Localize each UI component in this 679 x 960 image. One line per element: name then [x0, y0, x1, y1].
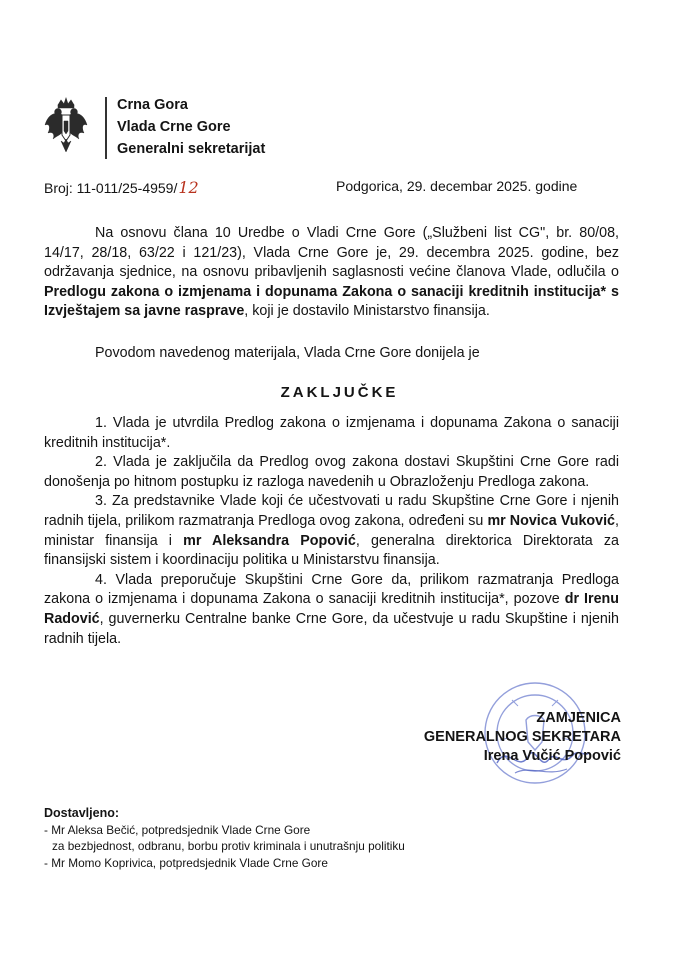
montenegro-coat-of-arms-icon: [44, 97, 88, 153]
signature-name: Irena Vučić Popović: [483, 748, 621, 764]
distribution-title: Dostavljeno:: [44, 806, 120, 820]
distribution-item-2: - Mr Momo Koprivica, potpredsjednik Vlade Crne Gore: [44, 855, 328, 870]
institution-header: [117, 94, 265, 160]
conclusion-item-3: 3. Za predstavnike Vlade koji će učestvovati u radu Skupštine Crne Gore i njenih radnih tijela, prilikom razmatranja Predloga ovog zakona, određeni su mr Novica Vuković, ministar finansija i mr Aleksandra Popović, generalna direktorica Direktorata za finansijski sistem i koordinaciju politika u Ministarstvu finansija.: [44, 493, 619, 569]
header-country: Crna Gora: [117, 97, 188, 113]
signature-title-2: GENERALNOG SEKRETARA: [423, 729, 621, 745]
reference-number: [44, 178, 199, 197]
intro-text-2: , koji je dostavilo Ministarstvo finansija.: [244, 303, 490, 320]
conclusions-list: [44, 414, 619, 649]
conclusions-heading: ZAKLJUČKE: [280, 384, 399, 401]
header-government: Vlada Crne Gore: [117, 119, 231, 135]
intro-bold-title: Predlogu zakona o izmjenama i dopunama Zakona o sanaciji kreditnih institucija* s Izvještajem sa javne rasprave: [44, 283, 619, 320]
signature-block: [424, 709, 621, 766]
povodom-line: Povodom navedenog materijala, Vlada Crne Gore donijela je: [95, 345, 480, 361]
conclusion-item-1: 1. Vlada je utvrdila Predlog zakona o izmjenama i dopunama Zakona o sanaciji kreditnih institucija*.: [44, 415, 619, 451]
distribution-item-1-cont: za bezbjednost, odbranu, borbu protiv kriminala i unutrašnju politiku: [52, 839, 405, 853]
place-and-date: Podgorica, 29. decembar 2025. godine: [336, 178, 578, 194]
distribution-item-1: - Mr Aleksa Bečić, potpredsjednik Vlade Crne Gore: [44, 822, 311, 837]
conclusion-item-2: 2. Vlada je zaključila da Predlog ovog zakona dostavi Skupštini Crne Gore radi donošenja po hitnom postupku iz razloga navedenih u Obrazloženju Predloga zakona.: [44, 454, 619, 490]
handwritten-number: 12: [178, 178, 199, 197]
reference-number-label: Broj: 11-011/25-4959/: [44, 180, 178, 196]
header-divider: [105, 97, 107, 159]
name-aleksandra-popovic: mr Aleksandra Popović: [183, 532, 356, 549]
name-irena-radovic: dr Irenu Radović: [44, 591, 619, 627]
header-secretariat: Generalni sekretarijat: [117, 141, 266, 157]
intro-paragraph: [44, 224, 619, 322]
distribution-list: [44, 805, 405, 871]
conclusion-item-4: 4. Vlada preporučuje Skupštini Crne Gore da, prilikom razmatranja Predloga zakona o izmjenama i dopunama Zakona o sanaciji kreditnih institucija*, pozove dr Irenu Radović, guvernerku Centralne banke Crne Gore, da učestvuje u radu Skupštine i njenih radnih tijela.: [44, 571, 619, 647]
signature-title-1: ZAMJENICA: [536, 710, 621, 726]
intro-text-1: Na osnovu člana 10 Uredbe o Vladi Crne Gore („Službeni list CG", br. 80/08, 14/17, 28/18, 63/22 i 121/23), Vlada Crne Gore je, 29. decembra 2025. godine, bez održavanja sjednice, na osnovu pribavljenih saglasnosti većine članova Vlade, odlučila o: [44, 225, 619, 281]
name-novica-vukovic: mr Novica Vuković: [487, 512, 616, 529]
